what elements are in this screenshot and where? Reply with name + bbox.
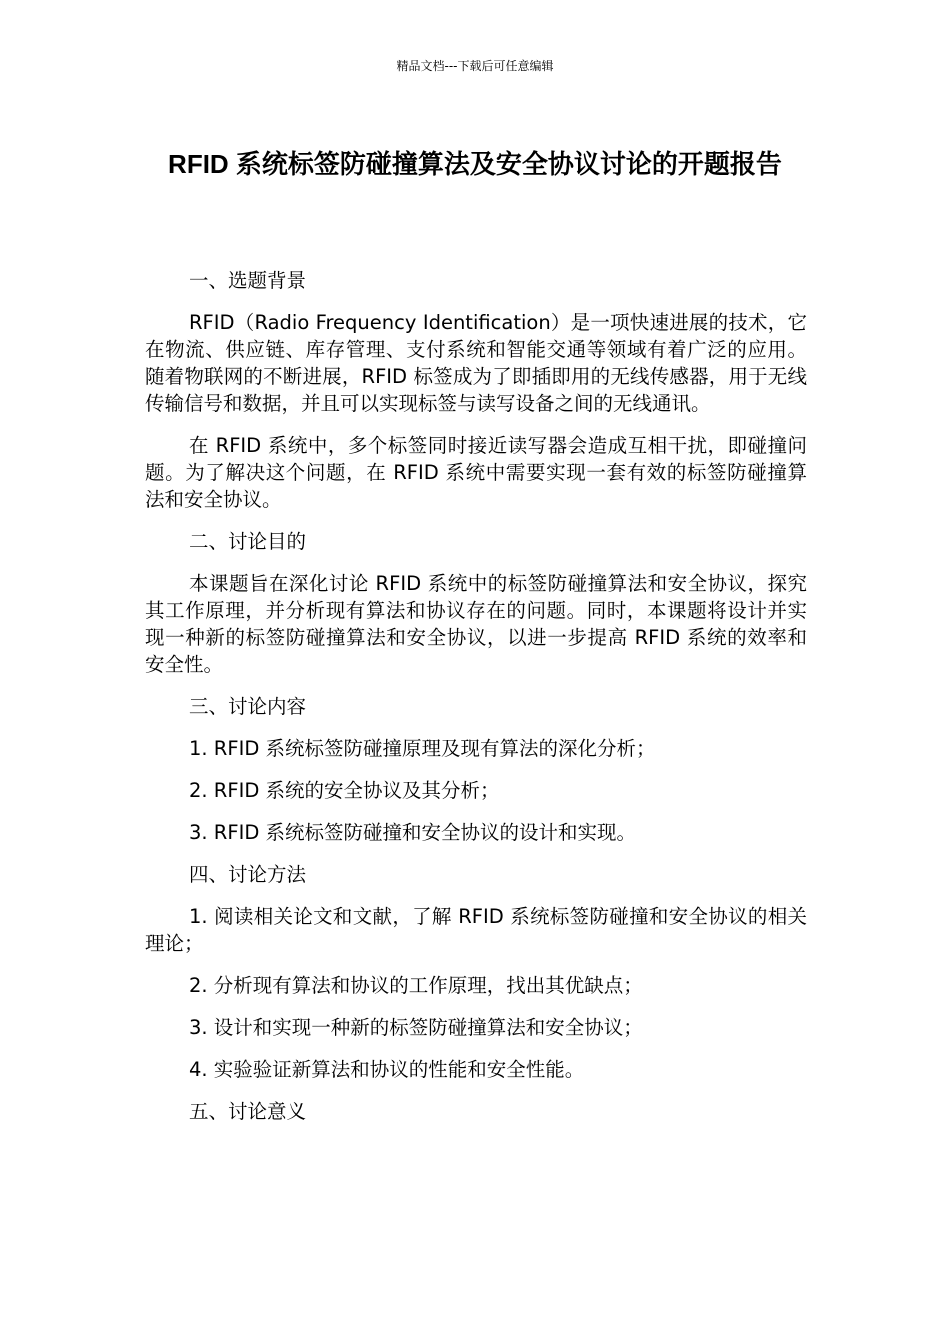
document-title: RFID 系统标签防碰撞算法及安全协议讨论的开题报告 xyxy=(168,149,782,179)
paragraph-collision-problem: 在 RFID 系统中，多个标签同时接近读写器会造成互相干扰，即碰撞问题。为了解决这个问题，在 RFID 系统中需要实现一套有效的标签防碰撞算法和安全协议。 xyxy=(145,434,807,511)
section-heading-purpose: 二、讨论目的 xyxy=(189,530,307,553)
list-item-content-1: 1. RFID 系统标签防碰撞原理及现有算法的深化分析； xyxy=(189,737,656,760)
list-item-method-2: 2. 分析现有算法和协议的工作原理，找出其优缺点； xyxy=(189,974,643,997)
section-heading-content: 三、讨论内容 xyxy=(189,695,307,718)
list-item-content-2: 2. RFID 系统的安全协议及其分析； xyxy=(189,779,500,802)
list-item-method-3: 3. 设计和实现一种新的标签防碰撞算法和安全协议； xyxy=(189,1016,643,1039)
document-body xyxy=(145,267,807,1140)
list-item-content-3: 3. RFID 系统标签防碰撞和安全协议的设计和实现。 xyxy=(189,821,637,844)
list-item-method-4: 4. 实验验证新算法和协议的性能和安全性能。 xyxy=(189,1058,585,1081)
paragraph-rfid-intro: RFID（Radio Frequency Identification）是一项快速进展的技术，它在物流、供应链、库存管理、支付系统和智能交通等领域有着广泛的应用。随着物联网的不断进展，RFID 标签成为了即插即用的无线传感器，用于无线传输信号和数据，并且可以实现标签与读写设备之间的无线通讯。 xyxy=(145,311,807,415)
paragraph-purpose: 本课题旨在深化讨论 RFID 系统中的标签防碰撞算法和安全协议，探究其工作原理，并分析现有算法和协议存在的问题。同时，本课题将设计并实现一种新的标签防碰撞算法和安全协议，以进一步提高 RFID 系统的效率和安全性。 xyxy=(145,572,807,676)
section-heading-background: 一、选题背景 xyxy=(189,269,307,292)
page-header: 精品文档---下载后可任意编辑 xyxy=(396,59,554,73)
section-heading-significance: 五、讨论意义 xyxy=(189,1100,307,1123)
section-heading-method: 四、讨论方法 xyxy=(189,863,307,886)
list-item-method-1: 1. 阅读相关论文和文献，了解 RFID 系统标签防碰撞和安全协议的相关理论； xyxy=(145,905,807,955)
